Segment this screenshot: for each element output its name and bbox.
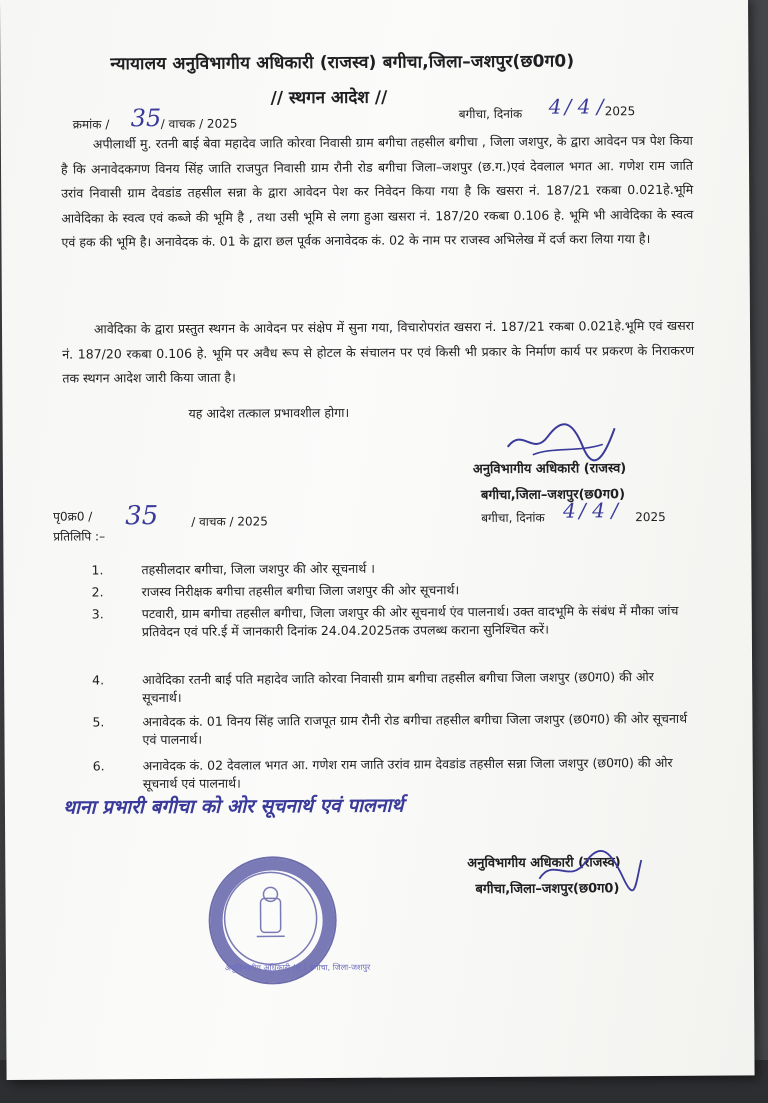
signature-scribble-2 (535, 844, 645, 895)
copy-date-year: 2025 (635, 509, 666, 525)
order-paragraph-1: अपीलार्थी मु. रतनी बाई बेवा महादेव जाति कोरवा निवासी ग्राम बगीचा तहसील बगीचा , जिला जशपुर, के द्वारा आवेदन पत्र पेश किया है कि अनावेदकगण विनय सिंह जाति राजपुत निवासी ग्राम रौनी रोड बगीचा जिला–जशपुर (छ.ग.)एवं देवलाल भगत आ. गणेश राम जाति उरांव निवासी ग्राम देवडांड तहसील सन्ना के द्वारा आवेदन पेश कर निवेदन किया गया है कि खसरा नं. 187/21 रकबा 0.021हे.भूमि आवेदिका के स्वत्व एवं कब्जे की भूमि है , तथा उसी भूमि से लगा हुआ खसरा नं. 187/20 रकबा 0.106 हे. भूमि भी आवेदिका के स्वत्व एवं हक की भूमि है। अनावेदक कं. 01 के द्वारा छल पूर्वक अनावेदक कं. 02 के नाम पर राजस्व अभिलेख में दर्ज करा लिया गया है। (60, 132, 694, 251)
date-year: 2025 (604, 104, 636, 119)
copy-place-date-label: बगीचा, दिनांक (481, 510, 545, 526)
list-item-text: राजस्व निरीक्षक बगीचा तहसील बगीचा जिला जशपुर की ओर सूचनार्थ। (141, 582, 460, 600)
list-item-number: 6. (92, 758, 105, 774)
signatory-title-2: अनुविभागीय अधिकारी (राजस्व) (467, 855, 621, 872)
order-paragraph-2: आवेदिका के द्वारा प्रस्तुत स्थगन के आवेदन पर संक्षेप में सुना गया, विचारोपरांत खसरा नं. 187/21 रकबा 0.021हे.भूमि एवं खसरा नं. 187/20 रकबा 0.106 हे. भूमि पर अवैध रूप से होटल के संचालन पर एवं किसी भी प्रकार के निर्माण कार्य पर प्रकरण के निराकरण तक स्थगन आदेश जारी किया जाता है। (62, 317, 695, 386)
copy-date-month: / 4 / (579, 498, 619, 523)
copy-vachak: / वाचक / 2025 (191, 514, 268, 529)
list-item-text: आवेदिका रतनी बाई पति महादेव जाति कोरवा निवासी ग्राम बगीचा तहसील बगीचा जिला जशपुर (छ0ग0) की ओर सूचनार्थ। (142, 669, 654, 706)
list-item-number: 2. (91, 584, 104, 600)
copy-label: प्रतिलिपि :– (53, 529, 106, 544)
copy-ref-value: 35 (125, 501, 159, 532)
seal-text: अनुविभागीय अधिकारी (रा.) बगीचा, जिला-जशपुर (224, 962, 371, 973)
copy-ref-label: पृ0क्र0 / (53, 509, 93, 524)
kramank-label: क्रमांक / (72, 117, 110, 132)
date-month: / 4 / (564, 94, 604, 119)
list-item-number: 1. (91, 562, 104, 578)
copy-recipient-list (91, 558, 691, 792)
list-item-text: अनावेदक कं. 01 विनय सिंह जाति राजपूत ग्राम रौनी रोड बगीचा तहसील बगीचा जिला जशपुर (छ0ग0) की ओर सूचनार्थ एवं पालनार्थ। (142, 710, 688, 748)
place-date-label: बगीचा, दिनांक (458, 106, 523, 122)
signatory-office-1: बगीचा,जिला–जशपुर(छ0ग0) (480, 487, 626, 504)
list-item-number: 3. (91, 606, 104, 622)
list-item (91, 558, 691, 578)
list-item-text: तहसीलदार बगीचा, जिला जशपुर की ओर सूचनार्थ । (141, 560, 376, 578)
kramank-value: 35 (130, 104, 162, 133)
list-item-text: पटवारी, ग्राम बगीचा तहसील बगीचा, जिला जशपुर की ओर सूचनार्थ एंव पालनार्थ। उक्त वादभूमि के संबंध में मौका जांच प्रतिवेदन एवं परि.ई में जानकारी दिनांक 24.04.2025तक उपलब्ध कराना सुनिश्चित करें। (141, 602, 679, 640)
list-item (92, 754, 693, 792)
list-item (91, 580, 692, 600)
list-item (92, 710, 692, 748)
order-title: // स्थगन आदेश // (270, 87, 388, 109)
handwritten-note: थाना प्रभारी बगीचा को ओर सूचनार्थ एवं पालनार्थ (62, 794, 404, 819)
list-item (92, 668, 692, 706)
signatory-office-2: बगीचा,जिला–जशपुर(छ0ग0) (475, 881, 620, 898)
signatory-title-1: अनुविभागीय अधिकारी (राजस्व) (472, 461, 627, 478)
vachak-label: / वाचक / 2025 (160, 116, 238, 132)
court-title: न्यायालय अनुविभागीय अधिकारी (राजस्व) बगीचा,जिला–जशपुर(छ0ग0) (110, 51, 575, 75)
list-item-number: 5. (92, 714, 105, 730)
copy-date-day: 4 (563, 498, 576, 523)
official-seal (208, 856, 371, 985)
list-item (91, 602, 692, 640)
list-item-text: अनावेदक कं. 02 देवलाल भगत आ. गणेश राम जाति उरांव ग्राम देवडांड तहसील सन्ना जिला जशपुर (छ0ग0) की ओर सूचनार्थ एवं पालनार्थ। (142, 754, 673, 792)
order-paragraph-3: यह आदेश तत्काल प्रभावशील होगा। (188, 404, 350, 421)
list-item-number: 4. (92, 672, 105, 688)
date-day: 4 (548, 94, 562, 119)
